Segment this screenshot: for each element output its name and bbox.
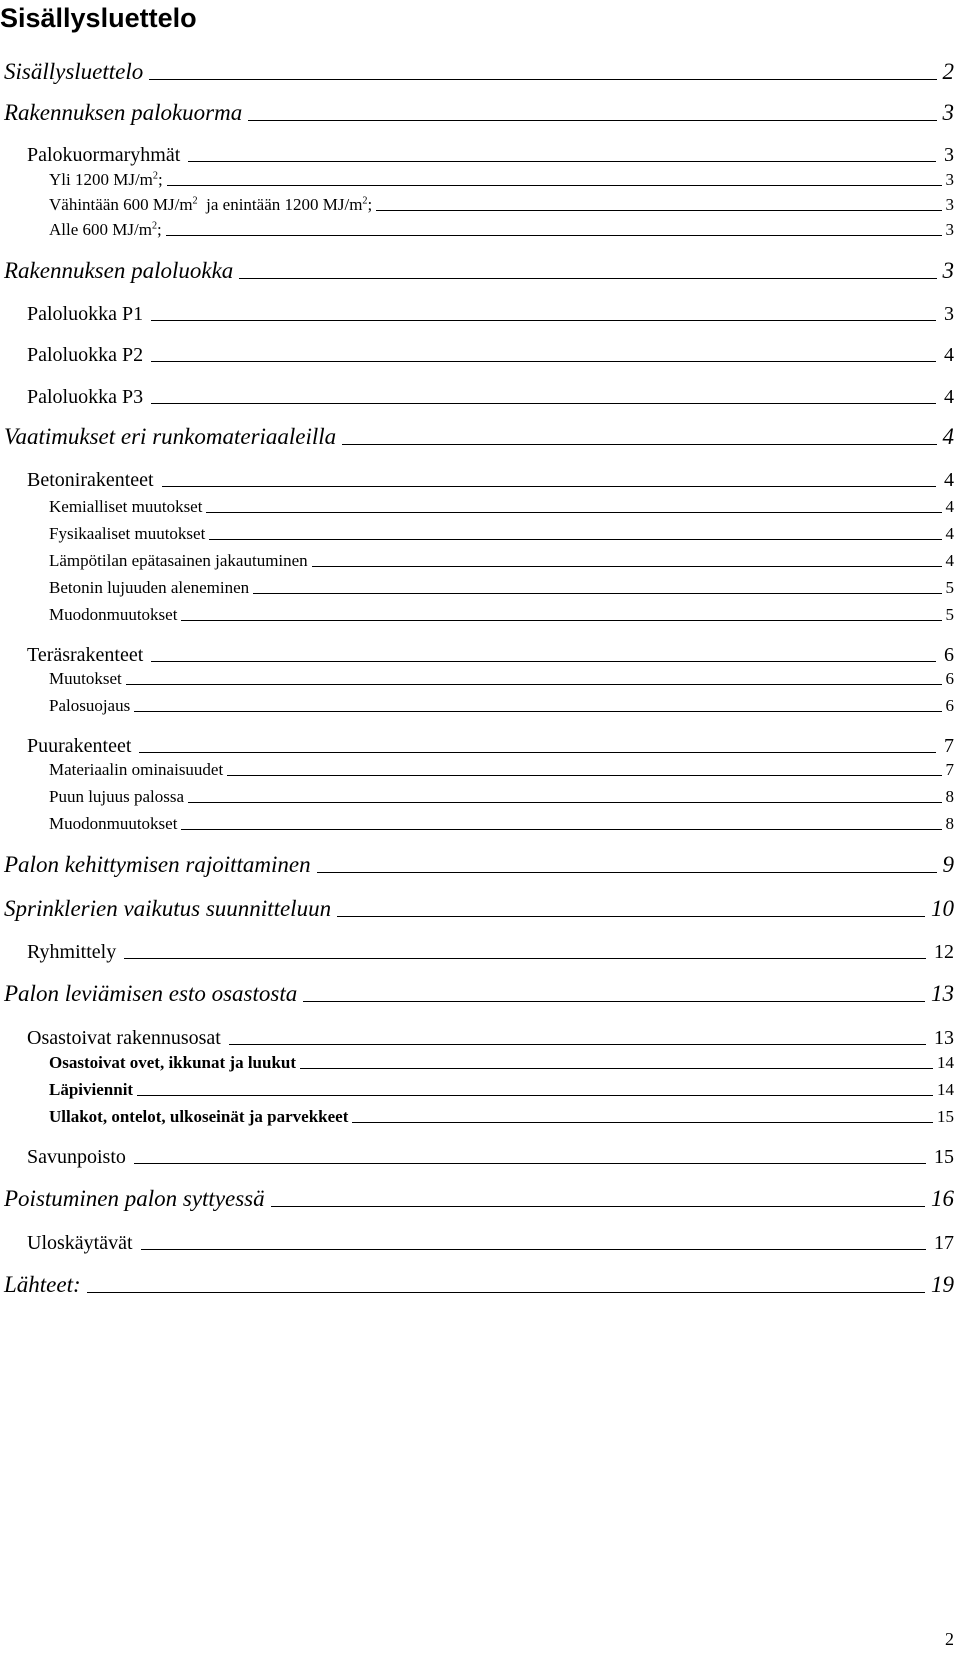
toc-leader xyxy=(139,752,936,753)
toc-leader xyxy=(126,684,942,685)
toc-entry-sisallysluettelo[interactable] xyxy=(4,59,954,85)
toc-entry-label: Läpiviennit xyxy=(49,1080,134,1099)
toc-entry-sprinklerien[interactable] xyxy=(4,896,954,922)
toc-entry-label: Muutokset xyxy=(49,669,122,688)
toc-leader xyxy=(151,403,936,404)
toc-leader xyxy=(206,512,941,513)
toc-entry-page: 4 xyxy=(945,551,954,570)
toc-entry-page: 19 xyxy=(931,1272,954,1297)
toc-leader xyxy=(181,829,941,830)
toc-entry-label: Fysikaaliset muutokset xyxy=(49,524,206,543)
toc-entry-page: 3 xyxy=(942,258,954,283)
toc-entry-label: Palon leviämisen esto osastosta xyxy=(4,981,298,1006)
toc-entry-page: 8 xyxy=(945,787,954,806)
page-title: Sisällysluettelo xyxy=(0,3,197,33)
toc-entry-kemialliset[interactable] xyxy=(49,497,954,517)
toc-entry-rakennuksen-paloluokka[interactable] xyxy=(4,258,954,284)
toc-leader xyxy=(166,235,942,236)
toc-leader xyxy=(137,1095,933,1096)
toc-entry-label: Betonin lujuuden aleneminen xyxy=(49,578,250,597)
toc-entry-page: 3 xyxy=(942,100,954,125)
toc-entry-label: Paloluokka P3 xyxy=(27,386,144,408)
toc-leader xyxy=(303,1001,925,1002)
toc-entry-page: 3 xyxy=(945,220,954,239)
toc-entry-page: 12 xyxy=(934,941,954,963)
toc-entry-ryhmittely[interactable] xyxy=(27,940,954,964)
toc-entry-label: Ullakot, ontelot, ulkoseinät ja parvekkeet xyxy=(49,1107,349,1126)
toc-entry-page: 14 xyxy=(937,1080,954,1099)
toc-entry-label: Puurakenteet xyxy=(27,735,132,757)
toc-leader xyxy=(376,210,941,211)
toc-entry-muutokset[interactable] xyxy=(49,669,954,689)
toc-entry-label: Lämpötilan epätasainen jakautuminen xyxy=(49,551,308,570)
toc-entry-label: Yli 1200 $MJ/m^2$; xyxy=(49,170,163,189)
toc-entry-page: 17 xyxy=(934,1232,954,1254)
toc-entry-label: Betonirakenteet xyxy=(27,469,154,491)
toc-entry-label: Muodonmuutokset xyxy=(49,814,178,833)
toc-entry-page: 2 xyxy=(942,59,954,84)
toc-entry-page: 15 xyxy=(934,1146,954,1168)
toc-entry-page: 13 xyxy=(934,1027,954,1049)
toc-leader xyxy=(134,1163,926,1164)
toc-entry-label: Kemialliset muutokset xyxy=(49,497,203,516)
toc-leader xyxy=(141,1249,926,1250)
toc-leader xyxy=(188,161,936,162)
toc-entry-page: 7 xyxy=(945,760,954,779)
toc-entry-label: Teräsrakenteet xyxy=(27,644,144,666)
toc-entry-page: 3 xyxy=(945,195,954,214)
toc-entry-label: Uloskäytävät xyxy=(27,1232,133,1254)
toc-entry-ullakot[interactable] xyxy=(49,1107,954,1127)
toc-entry-rakennuksen-palokuorma[interactable] xyxy=(4,100,954,126)
toc-entry-label: Rakennuksen paloluokka xyxy=(4,258,234,283)
toc-entry-page: 5 xyxy=(945,605,954,624)
toc-entry-osastoivat-ovet[interactable] xyxy=(49,1053,954,1073)
toc-entry-lampotilan[interactable] xyxy=(49,551,954,571)
toc-entry-label: Ryhmittely xyxy=(27,941,117,963)
toc-leader xyxy=(239,278,936,279)
toc-leader xyxy=(209,539,941,540)
toc-entry-page: 4 xyxy=(945,524,954,543)
toc-entry-betonirakenteet[interactable] xyxy=(27,468,954,492)
toc-entry-page: 15 xyxy=(937,1107,954,1126)
toc-leader xyxy=(229,1044,926,1045)
toc-entry-palon-kehittymisen[interactable] xyxy=(4,852,954,878)
toc-entry-label: Materiaalin ominaisuudet xyxy=(49,760,224,779)
toc-entry-paloluokka-p3[interactable] xyxy=(27,385,954,409)
toc-entry-lahteet[interactable] xyxy=(4,1272,954,1298)
toc-entry-paloluokka-p2[interactable] xyxy=(27,343,954,367)
toc-entry-page: 4 xyxy=(944,469,954,491)
toc-entry-label: Sprinklerien vaikutus suunnitteluun xyxy=(4,896,332,921)
toc-entry-label: Vaatimukset eri runkomateriaaleilla xyxy=(4,424,337,449)
toc-entry-uloskaytavat[interactable] xyxy=(27,1231,954,1255)
toc-entry-label: Osastoivat ovet, ikkunat ja luukut xyxy=(49,1053,297,1072)
toc-entry-muodonmuutokset-2[interactable] xyxy=(49,814,954,834)
toc-entry-page: 13 xyxy=(931,981,954,1006)
toc-entry-page: 4 xyxy=(944,386,954,408)
toc-entry-page: 3 xyxy=(944,144,954,166)
toc-leader xyxy=(151,361,936,362)
toc-leader xyxy=(253,593,941,594)
toc-leader xyxy=(352,1122,933,1123)
toc-entry-page: 3 xyxy=(944,303,954,325)
toc-entry-osastoivat-rakennusosat[interactable] xyxy=(27,1026,954,1050)
toc-entry-vaatimukset[interactable] xyxy=(4,424,954,450)
toc-entry-palosuojaus[interactable] xyxy=(49,696,954,716)
toc-entry-label: Sisällysluettelo xyxy=(4,59,144,84)
toc-entry-puurakenteet[interactable] xyxy=(27,734,954,758)
toc-leader xyxy=(124,958,926,959)
toc-entry-label: Alle 600 $MJ/m^2$; xyxy=(49,220,162,239)
toc-leader xyxy=(151,320,936,321)
toc-entry-yli-1200[interactable] xyxy=(49,170,954,190)
toc-entry-label: Savunpoisto xyxy=(27,1146,126,1168)
toc-leader xyxy=(188,802,941,803)
toc-leader xyxy=(337,916,925,917)
toc-entry-page: 6 xyxy=(945,696,954,715)
toc-entry-label: Palokuormaryhmät xyxy=(27,144,181,166)
toc-leader xyxy=(227,775,941,776)
toc-entry-page: 10 xyxy=(931,896,954,921)
toc-entry-poistuminen[interactable] xyxy=(4,1186,954,1212)
toc-entry-page: 6 xyxy=(945,669,954,688)
toc-entry-label: Muodonmuutokset xyxy=(49,605,178,624)
toc-leader xyxy=(312,566,942,567)
toc-entry-puun-lujuus[interactable] xyxy=(49,787,954,807)
toc-entry-label: Poistuminen palon syttyessä xyxy=(4,1186,265,1211)
page-number: 2 xyxy=(945,1629,954,1649)
toc-entry-page: 8 xyxy=(945,814,954,833)
toc-entry-label: Vähintään 600 $MJ/m^2$ ja enintään 1200 $MJ/m^2$; xyxy=(49,195,373,214)
toc-entry-page: 7 xyxy=(944,735,954,757)
toc-leader xyxy=(300,1068,933,1069)
toc-entry-label: Palosuojaus xyxy=(49,696,131,715)
toc-leader xyxy=(151,661,936,662)
toc-entry-page: 4 xyxy=(944,344,954,366)
toc-entry-page: 5 xyxy=(945,578,954,597)
toc-entry-page: 16 xyxy=(931,1186,954,1211)
toc-entry-alle-600[interactable] xyxy=(49,220,954,240)
toc-entry-label: Palon kehittymisen rajoittaminen xyxy=(4,852,311,877)
toc-entry-muodonmuutokset-1[interactable] xyxy=(49,605,954,625)
toc-entry-savunpoisto[interactable] xyxy=(27,1145,954,1169)
toc-entry-label: Osastoivat rakennusosat xyxy=(27,1027,221,1049)
toc-entry-page: 6 xyxy=(944,644,954,666)
toc-entry-page: 14 xyxy=(937,1053,954,1072)
toc-entry-label: Lähteet: xyxy=(4,1272,81,1297)
toc-entry-palon-leviamisen[interactable] xyxy=(4,981,954,1007)
toc-leader xyxy=(167,185,942,186)
toc-entry-lapiviennit[interactable] xyxy=(49,1080,954,1100)
toc-entry-paloluokka-p1[interactable] xyxy=(27,302,954,326)
toc-entry-page: 4 xyxy=(942,424,954,449)
toc-entry-terasrakenteet[interactable] xyxy=(27,643,954,667)
toc-leader xyxy=(162,486,936,487)
toc-leader xyxy=(248,120,936,121)
toc-entry-label: Rakennuksen palokuorma xyxy=(4,100,243,125)
toc-leader xyxy=(134,711,941,712)
toc-leader xyxy=(87,1292,925,1293)
toc-entry-page: 9 xyxy=(942,852,954,877)
toc-entry-fysikaaliset[interactable] xyxy=(49,524,954,544)
toc-entry-materiaalin[interactable] xyxy=(49,760,954,780)
toc-leader xyxy=(342,444,936,445)
toc-leader xyxy=(149,79,936,80)
toc-entry-label: Puun lujuus palossa xyxy=(49,787,185,806)
toc-entry-palokuormaryhmat[interactable] xyxy=(27,143,954,167)
toc-entry-vahintaan-600[interactable] xyxy=(49,195,954,215)
toc-leader xyxy=(317,872,937,873)
toc-entry-page: 3 xyxy=(945,170,954,189)
toc-entry-label: Paloluokka P2 xyxy=(27,344,144,366)
toc-leader xyxy=(271,1206,925,1207)
toc-entry-page: 4 xyxy=(945,497,954,516)
toc-entry-label: Paloluokka P1 xyxy=(27,303,144,325)
toc-entry-betonin-lujuuden[interactable] xyxy=(49,578,954,598)
toc-leader xyxy=(181,620,941,621)
